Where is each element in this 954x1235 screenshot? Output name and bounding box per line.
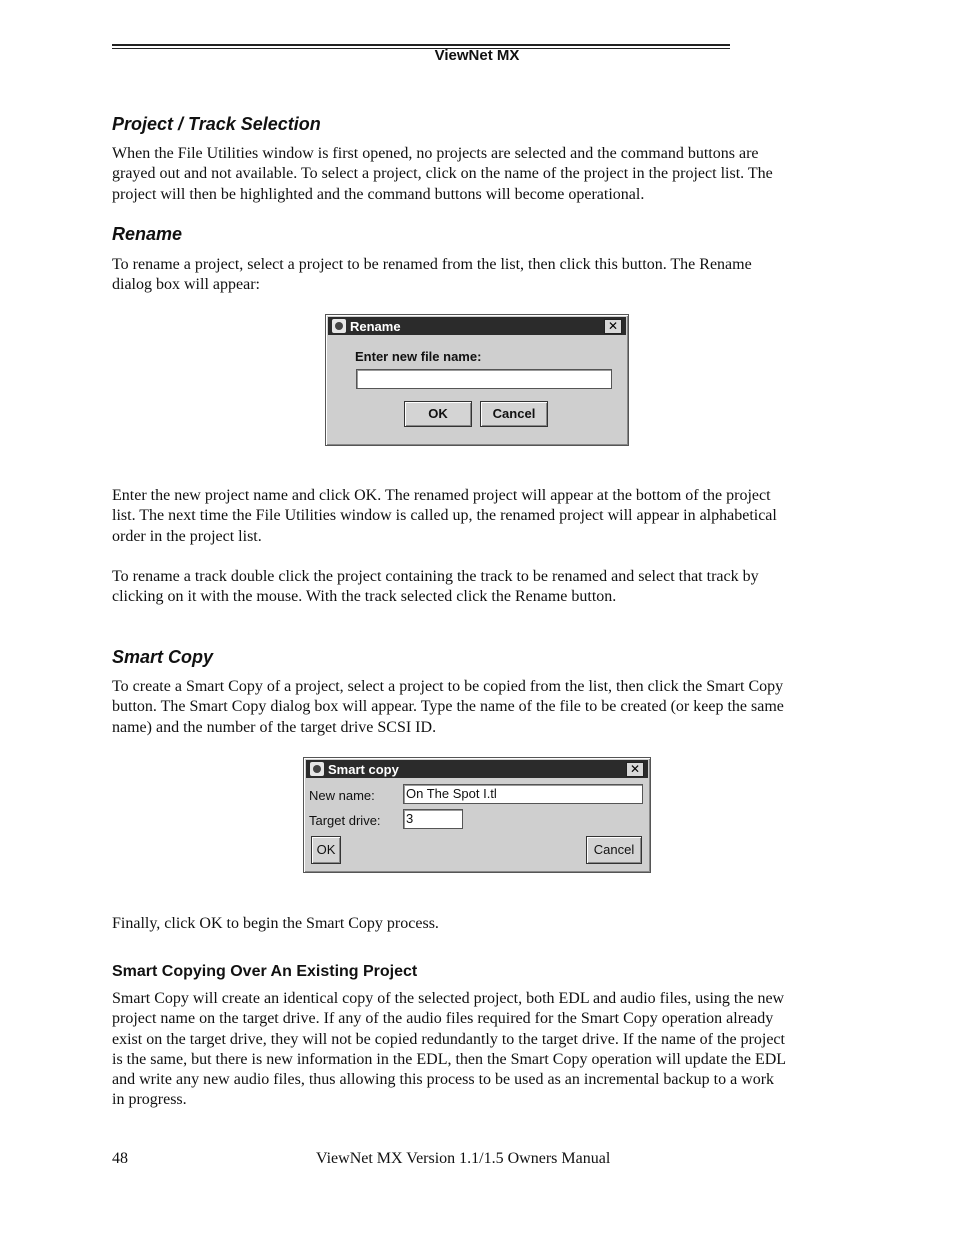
paragraph-rename-track (112, 567, 842, 608)
running-header: ViewNet MX (434, 47, 520, 64)
cancel-button[interactable]: Cancel (586, 836, 642, 864)
new-file-name-input[interactable] (356, 369, 612, 389)
text-line: When the File Utilities window is first opened, no projects are selected and the command buttons are (112, 145, 759, 162)
text-line: order in the project list. (112, 527, 262, 545)
text-line: Smart Copy will create an identical copy of the selected project, both EDL and audio files, using the new (112, 990, 785, 1007)
text-line: To create a Smart Copy of a project, select a project to be copied from the list, then click the Smart Copy (112, 678, 784, 695)
smart-copy-dialog-titlebar (306, 760, 648, 778)
rename-dialog (325, 314, 629, 446)
heading-smart-copying-existing: Smart Copying Over An Existing Project (112, 963, 418, 980)
close-icon[interactable]: ✕ (626, 762, 644, 777)
text-line: in progress. (112, 1091, 187, 1109)
app-icon (332, 319, 346, 333)
paragraph-rename-after (112, 486, 842, 547)
paragraph-project-track (112, 144, 842, 205)
text-line: is the same, but there is new information in the EDL, then the Smart Copy operation will update the EDL (112, 1050, 787, 1068)
smart-copy-dialog (303, 757, 651, 873)
text-line: list. The next time the File Utilities window is called up, the renamed project will appear in alphabetical (112, 507, 777, 525)
heading-smart-copy: Smart Copy (112, 647, 214, 667)
footer-manual-title: ViewNet MX Version 1.1/1.5 Owners Manual (316, 1150, 611, 1167)
text-line: Enter the new project name and click OK. The renamed project will appear at the bottom of the project (112, 487, 771, 504)
text-line: To rename a project, select a project to be renamed from the list, then click this button. The Rename (112, 256, 752, 273)
rename-dialog-title: Rename (350, 319, 401, 334)
page-number: 48 (112, 1150, 128, 1167)
text-line: clicking on it with the mouse. With the track selected click the Rename button. (112, 588, 617, 606)
close-icon[interactable]: ✕ (604, 319, 622, 334)
text-line: Finally, click OK to begin the Smart Copy process. (112, 915, 439, 932)
text-line: name) and the number of the target drive SCSI ID. (112, 718, 437, 736)
ok-button[interactable]: OK (404, 401, 472, 427)
new-name-input[interactable]: On The Spot I.tl (403, 784, 643, 804)
heading-rename: Rename (112, 224, 183, 244)
paragraph-smart-copy-intro (112, 677, 842, 738)
text-line: exist on the target drive, they will not be copied redundantly to the target drive. If the name of the project (112, 1030, 785, 1048)
text-line: dialog box will appear: (112, 276, 260, 294)
text-line: To rename a track double click the project containing the track to be renamed and select that track by (112, 568, 759, 585)
header-rule (112, 44, 730, 46)
ok-button[interactable]: OK (311, 836, 341, 864)
text-line: project name on the target drive. If any of the audio files required for the Smart Copy operation already (112, 1010, 774, 1028)
target-drive-input[interactable]: 3 (403, 809, 463, 829)
text-line: and write any new audio files, thus allowing this process to be used as an incremental backup to a work (112, 1071, 775, 1089)
new-name-label: New name: (309, 788, 375, 803)
paragraph-smart-copy-existing (112, 989, 842, 1111)
paragraph-finally (112, 914, 842, 934)
text-line: grayed out and not available. To select a project, click on the name of the project in the project list. The (112, 165, 773, 183)
rename-dialog-titlebar (328, 317, 626, 335)
rename-prompt-label: Enter new file name: (355, 349, 482, 364)
heading-project-track-selection: Project / Track Selection (112, 114, 321, 134)
text-line: button. The Smart Copy dialog box will appear. Type the name of the file to be created (or keep the same (112, 698, 784, 716)
app-icon (310, 762, 324, 776)
smart-copy-dialog-title: Smart copy (328, 762, 399, 777)
paragraph-rename-intro (112, 255, 842, 296)
text-line: project will then be highlighted and the command buttons will become operational. (112, 185, 645, 203)
cancel-button[interactable]: Cancel (480, 401, 548, 427)
target-drive-label: Target drive: (309, 813, 381, 828)
